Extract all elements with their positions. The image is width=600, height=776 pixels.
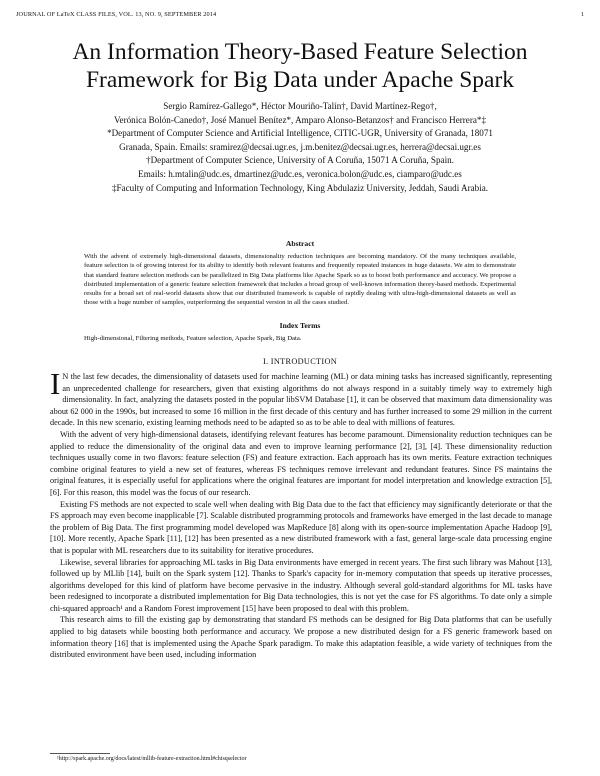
affiliation-ugr-line-2: Granada, Spain. Emails: sramirez@decsai.ugr.es, j.m.benitez@decsai.ugr.es, herrera@decsai.ugr.es [119,141,481,152]
paragraph-1 [50,366,552,429]
section-heading-introduction: I. INTRODUCTION [262,357,338,366]
title-line-1: An Information Theory-Based Feature Selection [72,39,528,65]
paragraph-5: This research aims to fill the existing gap by demonstrating that standard FS methods can be designed for Big Data platforms that can be usefully applied to big datasets while boosting both performance and accuracy. We propose a new distributed design for a FS generic framework based on information theory [16] that is implemented using the Apache Spark paradigm. To make this adaptation feasible, a wide variety of techniques from the distributed environment have been used, including information [50,615,552,660]
affiliation-udc-line-2: Emails: h.mtalin@udc.es, dmartinez@udc.es, veronica.bolon@udc.es, ciamparo@udc.es [138,168,462,179]
footnote-rule [50,753,110,754]
journal-header: JOURNAL OF LaTeX CLASS FILES, VOL. 13, NO. 9, SEPTEMBER 2014 [16,11,217,18]
abstract-heading: Abstract [285,239,315,248]
paper-title [20,38,580,94]
affiliation-kau: ‡Faculty of Computing and Information Technology, King Abdulaziz University, Jeddah, Saudi Arabia. [111,182,489,193]
abstract-text: With the advent of extremely high-dimensional datasets, dimensionality reduction techniques are becoming mandatory. Of the many techniques available, feature selection is of growing interest for its ability to identify both relevant features and frequently repeated instances in huge datasets. We aim to demonstrate that standard feature selection methods can be parallelized in Big Data platforms like Apache Spark so as to boost both performance and accuracy. We propose a distributed implementation of a generic feature selection framework that includes a broad group of well-known information theory-based methods. Experimental results for a broad set of real-world datasets show that our distributed framework is capable of rapidly dealing with ultra-high-dimensional datasets as well as those with a huge number of samples, outperforming the sequential version in all the cases studied. [84,253,516,307]
affiliation-ugr-line-1: *Department of Computer Science and Artificial Intelligence, CITIC-UGR, University of Granada, 18071 [107,128,493,139]
index-terms-heading: Index Terms [279,321,321,330]
paragraph-1-text: N the last few decades, the dimensionality of datasets used for machine learning (ML) or data mining tasks has increased significantly, representing an unprecedented challenge for researchers, given that existing algorithms do not always respond in a suitably timely way to extremely high dimensionality. In fact, analyzing the datasets posted in the popular libSVM Database [1], it can be observed that maximum data dimensionality was about 62 000 in the 1990s, but increased to some 16 million in the first decade of this century and has further increased to some 29 million in the current decade. In this new scenario, existing learning methods need to be adapted so as to be able to deal with millions of features. [50,372,552,428]
body-text [50,366,552,661]
page-number: 1 [580,11,584,18]
paragraph-4: Likewise, several libraries for approaching ML tasks in Big Data environments have emerged in recent years. The first such library was Mahout [13], followed up by MLlib [14], built on the Spark system [12]. Thanks to Spark's capacity for in-memory computation that speeds up iterative processes, algorithms developed for this kind of platform have become pervasive in the industry. Although several gold-standard algorithms for ML tasks have been redesigned to incorporate a distributed implementation for Big Data technologies, this is not yet the case for FS algorithms. To date only a simple chi-squared approach¹ and a Random Forest improvement [15] have been proposed to deal with this problem. [50,557,552,613]
author-line-2: Verónica Bolón-Canedo†, José Manuel Benítez*, Amparo Alonso-Betanzos† and Francisco Herrera*‡ [114,114,486,125]
title-line-2: Framework for Big Data under Apache Spark [85,67,515,93]
footnote: ¹http://spark.apache.org/docs/latest/mllib-feature-extraction.html#chisqselector [57,756,247,762]
affiliation-udc-line-1: †Department of Computer Science, University of A Coruña, 15071 A Coruña, Spain. [146,155,454,166]
paragraph-2: With the advent of very high-dimensional datasets, identifying relevant features has become paramount. Dimensionality reduction techniques can be applied to reduce the dimensionality of the original data and even to improve learning performance [2], [3], [4]. These dimensionality reduction techniques usually come in two flavors: feature selection (FS) and feature extraction. Each approach has its own merits. Feature extraction techniques combine original features to yield a new set of features, whereas FS techniques remove irrelevant and redundant features. Since FS maintains the original features, it is especially useful for applications where the original features are important for model interpretation and knowledge extraction [5], [6]. For this reason, this model was the focus of our research. [50,429,552,497]
drop-cap: I [50,366,61,401]
author-block [20,100,580,195]
index-terms-text: High-dimensional, Filtering methods, Feature selection, Apache Spark, Big Data. [84,335,302,342]
paragraph-3: Existing FS methods are not expected to scale well when dealing with Big Data due to the fact that efficiency may significantly deteriorate or that the FS approach may even become inapplicable [7]. Scalable distributed programming protocols and frameworks have emerged in the last decade to manage the problem of Big Data. The first programming model developed was MapReduce [8] along with its open-source implementation Apache Hadoop [9], [10]. More recently, Apache Spark [11], [12] has been presented as a new distributed framework with a fast, general large-scale data processing engine that is popular with ML researchers due to its suitability for iterative procedures. [50,499,552,555]
author-line-1: Sergio Ramírez-Gallego*, Héctor Mouriño-Talín†, David Martínez-Rego†, [163,101,437,111]
